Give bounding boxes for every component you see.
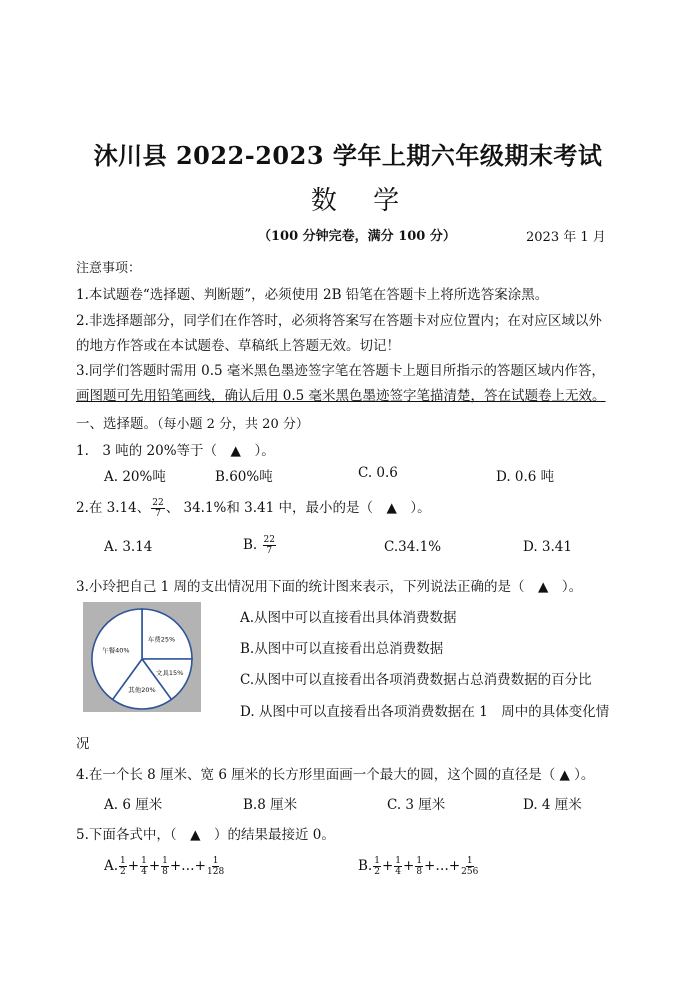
section-title: 一、选择题。 <box>76 416 157 432</box>
q4-option-d: D. 4 厘米 <box>523 797 582 813</box>
fraction <box>207 856 224 877</box>
q3-option-d-tail: 况 <box>76 736 90 752</box>
q2-option-a: A. 3.14 <box>104 539 153 555</box>
q2-stem-end: 、 34.1%和 3.41 中，最小的是（ ▲ ）。 <box>165 500 431 516</box>
q1-option-d: D. 0.6 吨 <box>496 469 555 485</box>
fraction <box>119 856 127 877</box>
fraction-numerator: 1 <box>395 856 401 866</box>
q3-stem: 3.小玲把自己 1 周的支出情况用下面的统计图来表示，下列说法正确的是（ ▲ ）。 <box>76 579 583 595</box>
notice-item-3-cont: 画图题可先用铅笔画线，确认后用 0.5 毫米黑色墨迹签字笔描清楚，答在试题卷上无效。 <box>76 388 606 404</box>
ellipsis-sum: +…+ <box>169 858 206 874</box>
q1-stem: 1. 3 吨的 20%等于（ ▲ ）。 <box>76 443 275 459</box>
fraction-denominator: 8 <box>416 867 423 877</box>
exam-title: 沐川县 2022-2023 学年上期六年级期末考试 <box>93 141 603 170</box>
fraction-numerator: 22 <box>152 498 164 508</box>
fraction-denominator: 8 <box>162 867 168 877</box>
q2-option-c: C.34.1% <box>384 539 442 555</box>
plus-sign: + <box>127 858 140 874</box>
fraction <box>415 856 423 877</box>
fraction-denominator: 4 <box>141 867 147 877</box>
exam-info: （100 分钟完卷，满分 100 分） <box>258 229 456 244</box>
q2-option-d: D. 3.41 <box>523 539 572 555</box>
fraction <box>394 856 402 877</box>
fraction-numerator: 22 <box>263 535 275 545</box>
pie-chart <box>83 602 201 712</box>
q2-stem <box>76 496 431 519</box>
pie-label-3: 午餐40% <box>102 646 130 655</box>
fraction-numerator: 1 <box>212 856 219 866</box>
fraction <box>373 856 381 877</box>
fraction-denominator: 2 <box>374 867 380 877</box>
fraction-denominator: 7 <box>266 546 273 556</box>
q2-option-b <box>243 535 277 556</box>
fraction-denominator: 2 <box>120 867 126 877</box>
section-heading <box>76 412 309 432</box>
fraction <box>461 856 478 877</box>
q4-option-b: B.8 厘米 <box>243 797 298 813</box>
pie-label-1: 文具15% <box>155 669 184 678</box>
q4-option-a: A. 6 厘米 <box>104 797 163 813</box>
fraction <box>161 856 169 877</box>
q5-option-a <box>104 856 225 877</box>
q5-option-b-label: B. <box>358 858 373 874</box>
q2-fraction <box>151 498 164 519</box>
pie-label-2: 其他20% <box>128 686 156 694</box>
fraction-numerator: 1 <box>141 856 147 866</box>
pie-chart-svg <box>83 602 201 712</box>
q4-option-c: C. 3 厘米 <box>387 797 446 813</box>
q3-option-c: C.从图中可以直接看出各项消费数据占总消费数据的百分比 <box>240 672 592 688</box>
q3-option-d: D. 从图中可以直接看出各项消费数据在 1 周中的具体变化情 <box>240 704 610 720</box>
pie-label-0: 车费25% <box>147 635 176 644</box>
pie-slice-0 <box>142 609 192 659</box>
section-note: （每小题 2 分，共 20 分） <box>157 417 309 432</box>
q4-stem: 4.在一个长 8 厘米、宽 6 厘米的长方形里面画一个最大的圆，这个圆的直径是（ ▲ ）。 <box>76 767 595 783</box>
notice-item-2-cont: 的地方作答或在本试题卷、草稿纸上答题无效。切记！ <box>76 338 400 354</box>
q2-option-b-label: B. <box>243 537 258 553</box>
notice-item-3: 3.同学们答题时需用 0.5 毫米黑色墨迹签字笔在答题卡上题目所指示的答题区域内作答， <box>76 363 605 379</box>
fraction-denominator: 128 <box>207 867 225 877</box>
q1-option-b: B.60%吨 <box>215 469 273 485</box>
fraction-numerator: 1 <box>416 856 423 866</box>
notice-item-2: 2.非选择题部分，同学们在作答时，必须将答案写在答题卡对应位置内；在对应区域以外 <box>76 313 602 329</box>
subject-title: 数 学 <box>310 186 414 216</box>
q5-option-b <box>358 856 479 877</box>
fraction-denominator: 256 <box>461 867 479 877</box>
plus-sign: + <box>381 858 394 874</box>
fraction-numerator: 1 <box>466 856 473 866</box>
ellipsis-sum: +…+ <box>424 858 461 874</box>
q5-option-a-label: A. <box>104 858 119 874</box>
q3-option-b: B.从图中可以直接看出总消费数据 <box>240 641 444 657</box>
fraction-denominator: 7 <box>155 509 161 519</box>
fraction-numerator: 1 <box>120 856 126 866</box>
fraction-denominator: 4 <box>395 867 401 877</box>
q5-stem: 5.下面各式中，（ ▲ ）的结果最接近 0。 <box>76 827 335 843</box>
fraction-numerator: 1 <box>374 856 380 866</box>
plus-sign: + <box>403 858 415 874</box>
plus-sign: + <box>148 858 161 874</box>
q2-option-b-fraction <box>263 535 276 556</box>
notice-heading: 注意事项： <box>76 261 142 276</box>
q1-option-c: C. 0.6 <box>358 465 398 481</box>
q2-stem-start: 2.在 3.14、 <box>76 500 151 516</box>
fraction <box>140 856 148 877</box>
q3-option-a: A.从图中可以直接看出具体消费数据 <box>240 610 457 626</box>
notice-item-1: 1.本试题卷“选择题、判断题”，必须使用 2B 铅笔在答题卡上将所选答案涂黑。 <box>76 287 549 303</box>
q1-option-a: A. 20%吨 <box>104 469 166 485</box>
fraction-numerator: 1 <box>162 856 168 866</box>
exam-date: 2023 年 1 月 <box>526 230 606 245</box>
